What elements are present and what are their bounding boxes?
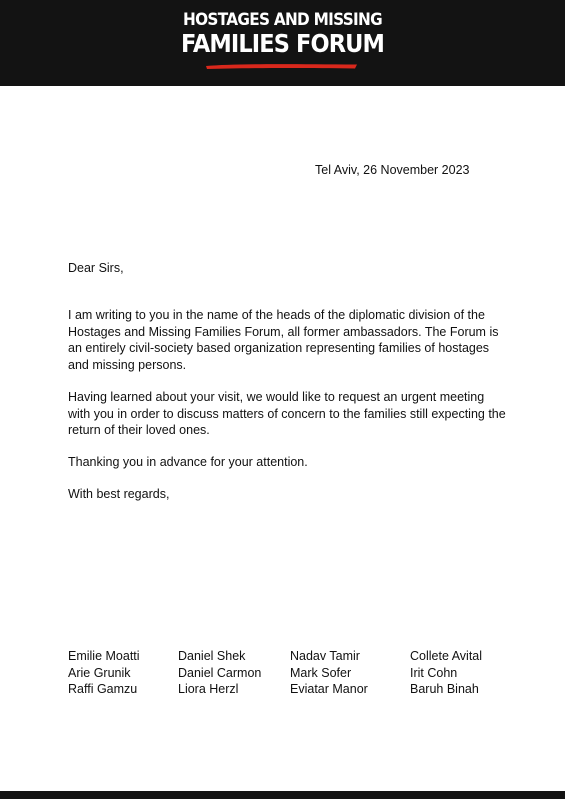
signatory-column — [178, 648, 261, 698]
signatory-name: Daniel Shek — [178, 649, 246, 663]
letter-paragraph-2: Having learned about your visit, we would like to request an urgent meeting with you in order to discuss matters of concern to the families still expecting the return of their loved ones. — [68, 390, 506, 437]
signatory-name: Arie Grunik — [68, 665, 131, 680]
signatory-name: Daniel Carmon — [178, 665, 262, 680]
logo-line-1: HOSTAGES AND MISSING — [183, 10, 382, 30]
letter-closing: With best regards, — [68, 487, 170, 501]
letter-salutation: Dear Sirs, — [68, 261, 124, 275]
logo-brush-underline — [205, 62, 358, 70]
signatory-column — [410, 648, 482, 698]
letter-paragraph-3: Thanking you in advance for your attention. — [68, 455, 308, 469]
signatory-name: Eviatar Manor — [290, 682, 368, 696]
letter-paragraph-1: I am writing to you in the name of the heads of the diplomatic division of the Hostages and Missing Families Forum, all former ambassadors. The Forum is an entirely civil-society based organization representing families of hostages and missing persons. — [68, 308, 499, 372]
signatory-name: Emilie Moatti — [68, 649, 140, 663]
signatory-name: Raffi Gamzu — [68, 682, 138, 696]
logo-line-2: FAMILIES FORUM — [181, 29, 384, 58]
forum-logo — [0, 10, 565, 58]
signatory-column — [68, 648, 140, 698]
signatory-name: Mark Sofer — [290, 665, 352, 680]
signatory-name: Liora Herzl — [178, 682, 239, 696]
signatory-name: Baruh Binah — [410, 682, 479, 696]
letter-date: Tel Aviv, 26 November 2023 — [315, 163, 470, 177]
signatory-name: Nadav Tamir — [290, 649, 360, 663]
signatory-name: Irit Cohn — [410, 665, 458, 680]
letterhead-header — [0, 0, 565, 86]
letterhead-footer-bar — [0, 791, 565, 799]
signatory-name: Collete Avital — [410, 649, 483, 663]
signatory-column — [290, 648, 368, 698]
